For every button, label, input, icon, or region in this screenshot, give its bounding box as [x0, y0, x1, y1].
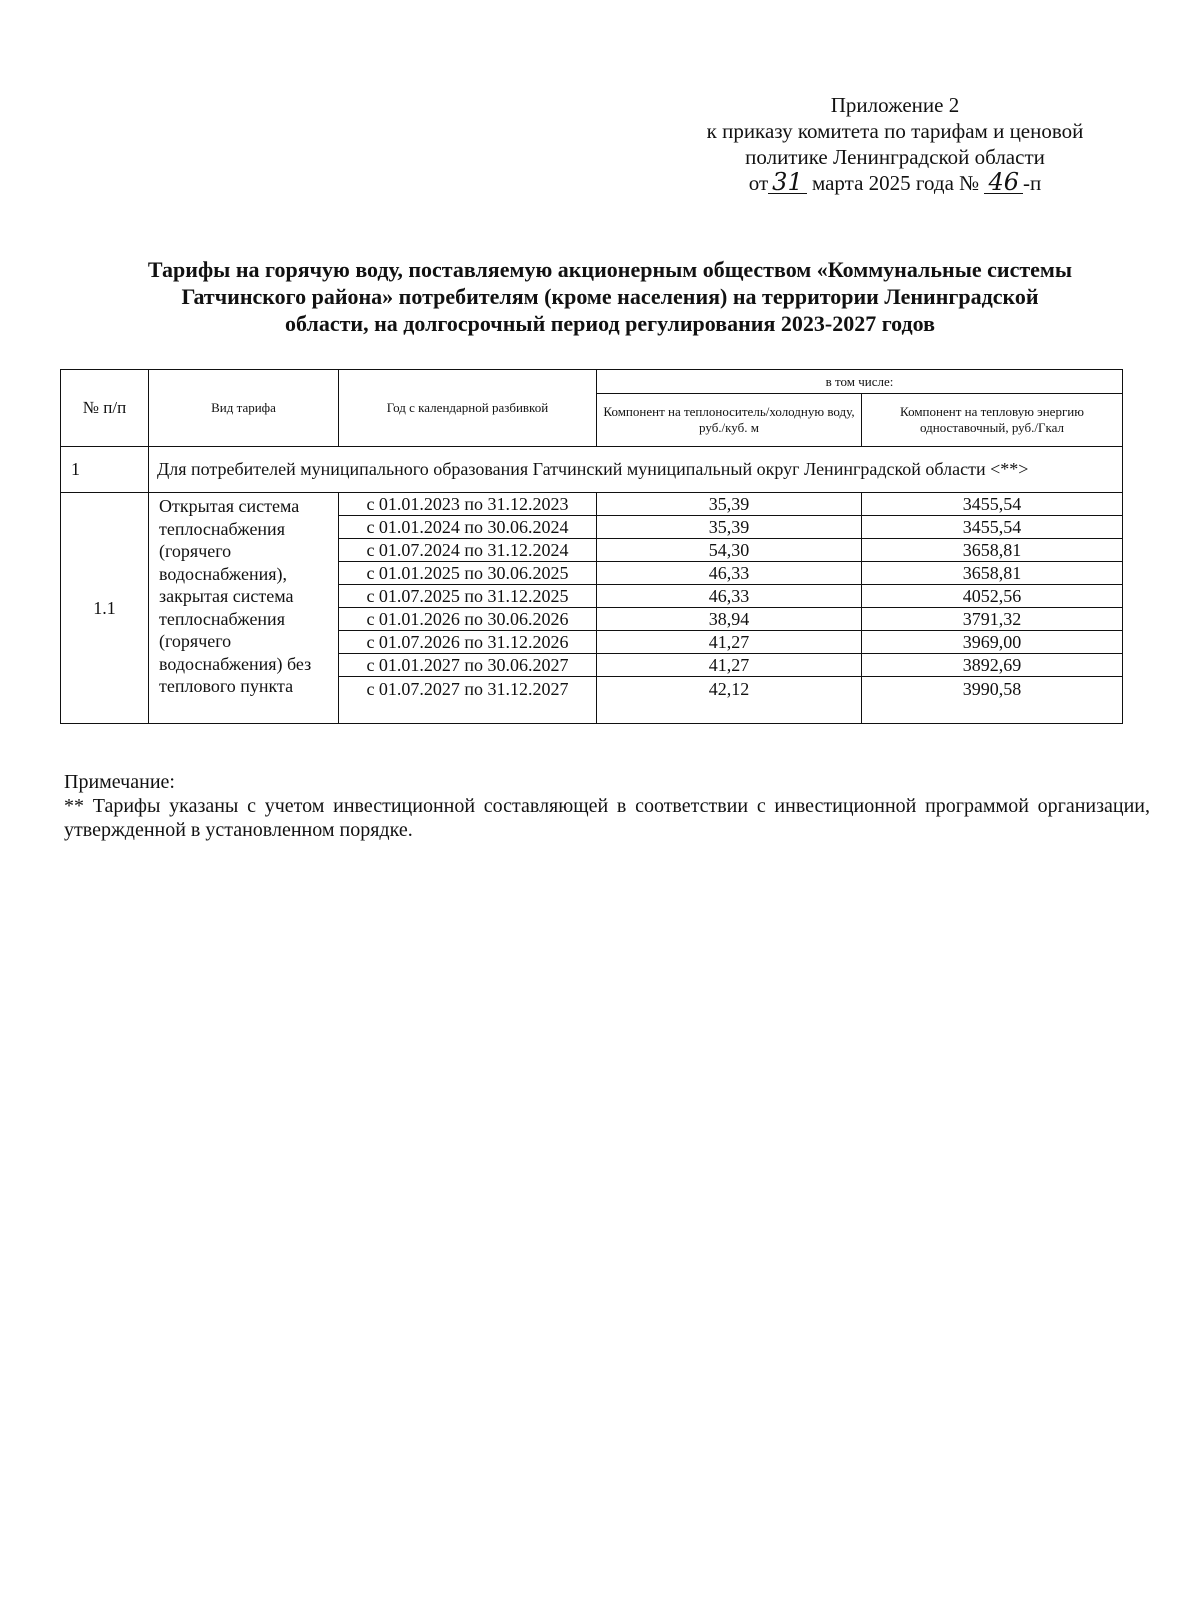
period-cell: с 01.01.2024 по 30.06.2024 [339, 516, 597, 539]
group-row [61, 447, 1123, 493]
note-block [64, 770, 1150, 842]
period-cell: с 01.01.2023 по 31.12.2023 [339, 493, 597, 516]
water-value: 42,12 [597, 677, 862, 724]
title-line-3: области, на долгосрочный период регулирования 2023-2027 годов [285, 311, 935, 336]
group-num: 1 [61, 447, 149, 493]
heat-value: 3455,54 [862, 516, 1123, 539]
heat-value: 3892,69 [862, 654, 1123, 677]
appendix-line-2: политике Ленинградской области [745, 145, 1045, 169]
appendix-line-1: к приказу комитета по тарифам и ценовой [706, 119, 1084, 143]
document-title [60, 256, 1160, 337]
appendix-header [640, 92, 1150, 196]
header-num: № п/п [61, 370, 149, 447]
handwritten-number: 46 [984, 171, 1023, 194]
heat-value: 3791,32 [862, 608, 1123, 631]
header-row [61, 370, 1123, 394]
period-cell: с 01.01.2026 по 30.06.2026 [339, 608, 597, 631]
heat-value: 3990,58 [862, 677, 1123, 724]
period-cell: с 01.07.2025 по 31.12.2025 [339, 585, 597, 608]
heat-value: 3455,54 [862, 493, 1123, 516]
header-type: Вид тарифа [149, 370, 339, 447]
heat-value: 3969,00 [862, 631, 1123, 654]
heat-value: 3658,81 [862, 562, 1123, 585]
item-type: Открытая система теплоснабжения (горячего водоснабжения), закрытая система теплоснабжения (горячего водоснабжения) без теплового пункта [149, 493, 339, 724]
title-line-1: Тарифы на горячую воду, поставляемую акционерным обществом «Коммунальные системы [147, 257, 1073, 282]
appendix-title: Приложение 2 [830, 93, 960, 117]
date-middle: марта 2025 года № [811, 171, 980, 195]
date-prefix: от [748, 171, 769, 195]
note-text: ** Тарифы указаны с учетом инвестиционной составляющей в соответствии с инвестиционной программой организации, утвержденной в установленном порядке. [64, 795, 1150, 841]
header-period: Год с календарной разбивкой [339, 370, 597, 447]
period-cell: с 01.07.2027 по 31.12.2027 [339, 677, 597, 724]
group-label: Для потребителей муниципального образования Гатчинский муниципальный округ Ленинградской области <**> [149, 447, 1123, 493]
period-cell: с 01.01.2025 по 30.06.2025 [339, 562, 597, 585]
header-including: в том числе: [597, 370, 1123, 394]
appendix-date-line [640, 170, 1150, 196]
handwritten-day: 31 [768, 171, 807, 194]
water-value: 54,30 [597, 539, 862, 562]
water-value: 41,27 [597, 631, 862, 654]
water-value: 46,33 [597, 585, 862, 608]
water-value: 38,94 [597, 608, 862, 631]
water-value: 41,27 [597, 654, 862, 677]
water-value: 35,39 [597, 516, 862, 539]
period-cell: с 01.01.2027 по 30.06.2027 [339, 654, 597, 677]
water-value: 46,33 [597, 562, 862, 585]
item-num: 1.1 [61, 493, 149, 724]
header-comp-heat: Компонент на тепловую энергию одноставочный, руб./Гкал [862, 394, 1123, 447]
tariff-table [60, 369, 1123, 724]
order-suffix: -п [1023, 171, 1042, 195]
period-cell: с 01.07.2024 по 31.12.2024 [339, 539, 597, 562]
note-label: Примечание: [64, 771, 175, 793]
header-comp-water: Компонент на теплоноситель/холодную воду, руб./куб. м [597, 394, 862, 447]
water-value: 35,39 [597, 493, 862, 516]
period-cell: с 01.07.2026 по 31.12.2026 [339, 631, 597, 654]
table-row [61, 493, 1123, 516]
title-line-2: Гатчинского района» потребителям (кроме населения) на территории Ленинградской [181, 284, 1039, 309]
heat-value: 3658,81 [862, 539, 1123, 562]
heat-value: 4052,56 [862, 585, 1123, 608]
